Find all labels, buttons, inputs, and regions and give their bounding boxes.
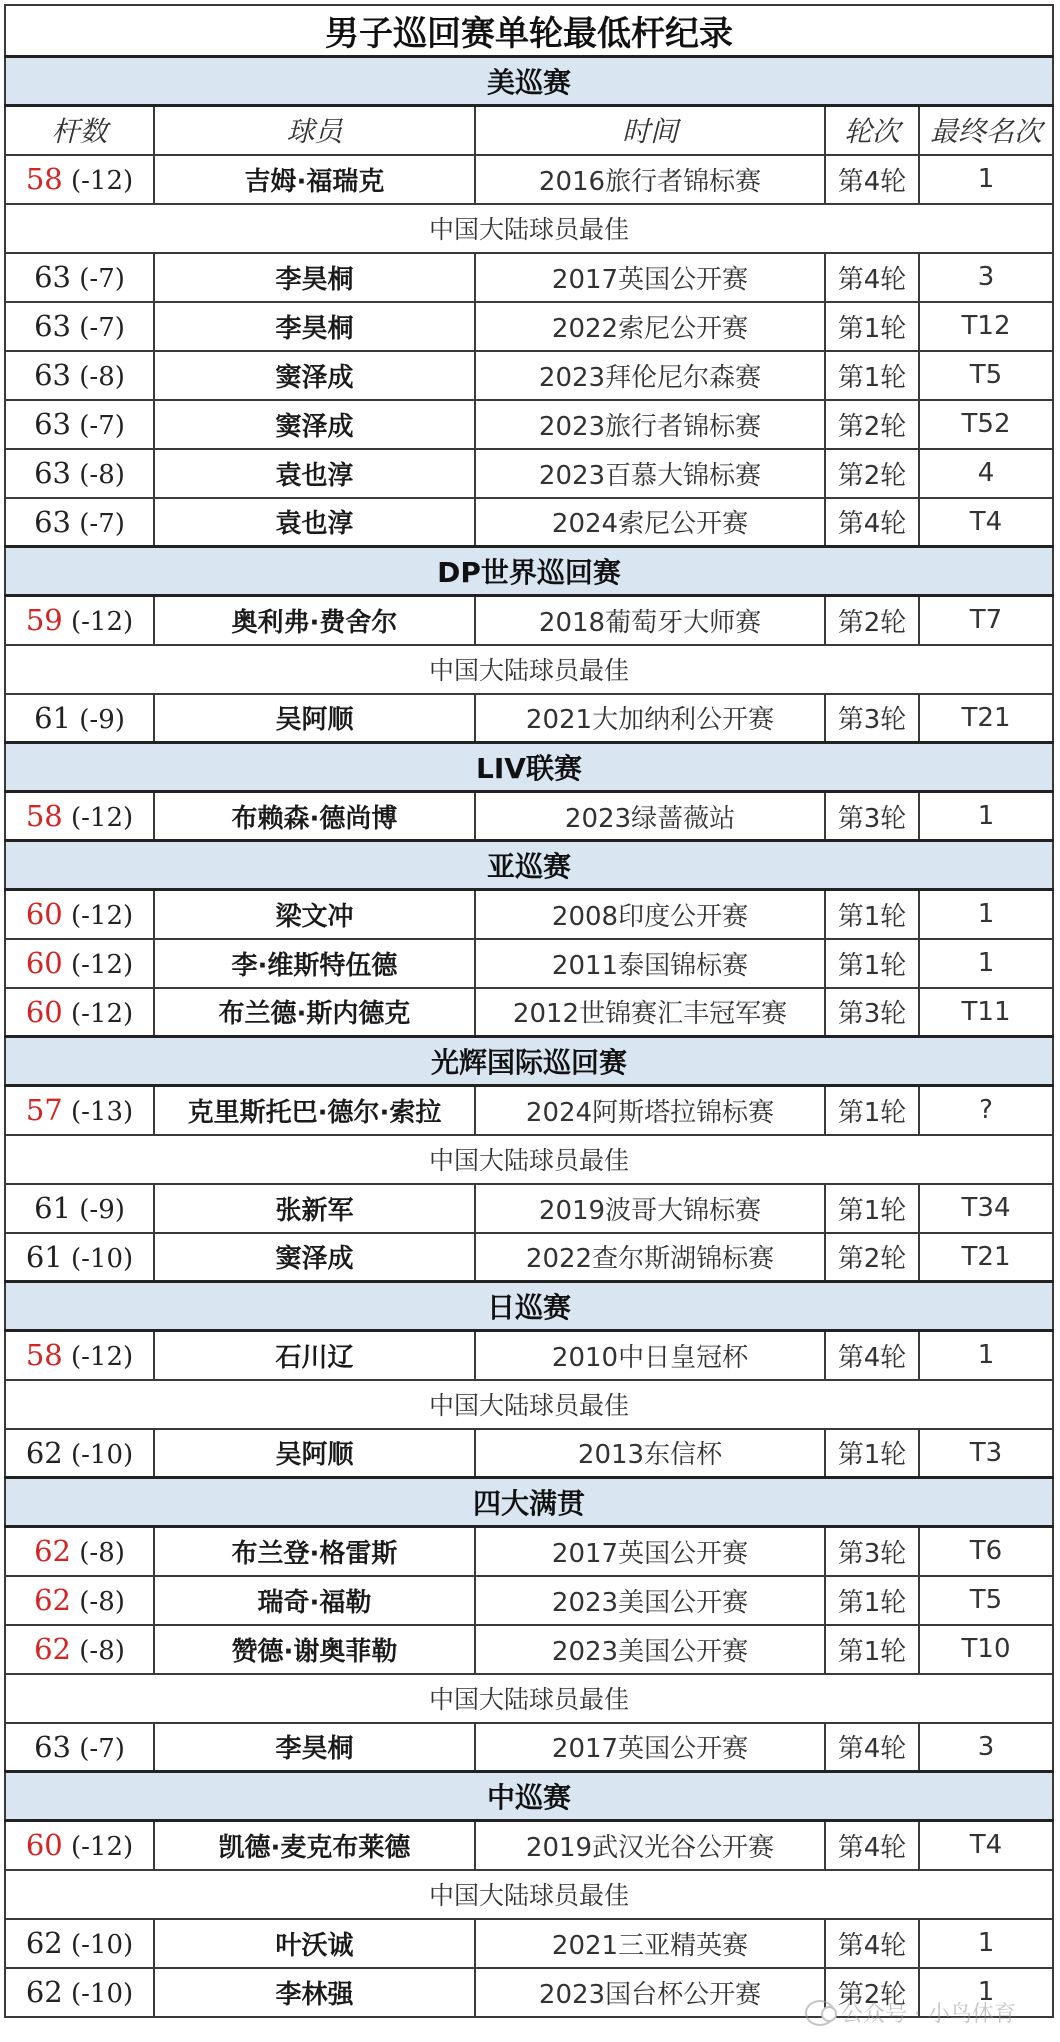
strokes-value: 62 <box>34 1534 71 1569</box>
event-name: 2012世锦赛汇丰冠军赛 <box>475 988 825 1037</box>
to-par-value: (-9) <box>79 704 125 735</box>
strokes-value: 59 <box>25 603 63 638</box>
to-par-value: (-7) <box>79 264 125 294</box>
finish-value: T12 <box>919 302 1053 351</box>
to-par-value: (-10) <box>71 1243 134 1274</box>
score-cell <box>5 988 154 1037</box>
round-value: 第1轮 <box>825 1086 919 1135</box>
event-name: 2024阿斯塔拉锦标赛 <box>475 1086 825 1135</box>
round-value: 第2轮 <box>825 400 919 449</box>
to-par-value: (-12) <box>71 803 134 833</box>
score-cell <box>5 1723 154 1772</box>
round-value: 第2轮 <box>825 1968 919 2017</box>
player-name: 布赖森·德尚博 <box>154 792 475 841</box>
round-value: 第3轮 <box>825 792 919 841</box>
table-row <box>5 1919 1053 1968</box>
table-row <box>5 1821 1053 1870</box>
event-name: 2019武汉光谷公开赛 <box>475 1821 825 1870</box>
section-title: 日巡赛 <box>5 1282 1053 1331</box>
to-par-value: (-9) <box>79 1195 125 1225</box>
event-name: 2011泰国锦标赛 <box>475 939 825 988</box>
score-cell <box>5 400 154 449</box>
section-header <box>5 743 1053 792</box>
strokes-value: 60 <box>25 994 63 1029</box>
col-header-event: 时间 <box>475 106 825 155</box>
to-par-value: (-8) <box>79 460 125 490</box>
table-row <box>5 1233 1053 1282</box>
watermark <box>805 1997 1016 2028</box>
strokes-value: 60 <box>25 897 63 932</box>
section-title: 四大满贯 <box>5 1478 1053 1527</box>
to-par-value: (-12) <box>71 166 134 196</box>
player-name: 奥利弗·费舍尔 <box>154 596 475 645</box>
player-name: 吴阿顺 <box>154 1429 475 1478</box>
event-name: 2017英国公开赛 <box>475 1723 825 1772</box>
section-title: LIV联赛 <box>5 743 1053 792</box>
strokes-value: 62 <box>25 1435 63 1470</box>
section-header <box>5 1772 1053 1821</box>
to-par-value: (-8) <box>79 1587 125 1617</box>
round-value: 第2轮 <box>825 596 919 645</box>
finish-value: 1 <box>919 890 1053 939</box>
col-header-finish: 最终名次 <box>919 106 1053 155</box>
table-row <box>5 498 1053 547</box>
table-row <box>5 400 1053 449</box>
table-row <box>5 1184 1053 1233</box>
round-value: 第1轮 <box>825 1184 919 1233</box>
player-name: 李昊桐 <box>154 253 475 302</box>
round-value: 第4轮 <box>825 155 919 204</box>
score-cell <box>5 890 154 939</box>
finish-value: 1 <box>919 1919 1053 1968</box>
to-par-value: (-10) <box>71 1930 134 1960</box>
records-table <box>4 4 1054 2018</box>
event-name: 2023旅行者锦标赛 <box>475 400 825 449</box>
strokes-value: 58 <box>25 1338 63 1373</box>
player-name: 吉姆·福瑞克 <box>154 155 475 204</box>
finish-value: ? <box>919 1086 1053 1135</box>
section-title: DP世界巡回赛 <box>5 547 1053 596</box>
event-name: 2008印度公开赛 <box>475 890 825 939</box>
to-par-value: (-8) <box>79 1538 125 1569</box>
to-par-value: (-10) <box>71 1979 134 2009</box>
strokes-value: 61 <box>25 1239 63 1274</box>
section-header <box>5 841 1053 890</box>
round-value: 第4轮 <box>825 1919 919 1968</box>
score-cell <box>5 596 154 645</box>
strokes-value: 61 <box>34 1191 71 1225</box>
to-par-value: (-7) <box>79 508 125 539</box>
player-name: 窦泽成 <box>154 400 475 449</box>
event-name: 2024索尼公开赛 <box>475 498 825 547</box>
table-row <box>5 694 1053 743</box>
table-row <box>5 890 1053 939</box>
score-cell <box>5 498 154 547</box>
score-cell <box>5 694 154 743</box>
section-title: 亚巡赛 <box>5 841 1053 890</box>
strokes-value: 58 <box>25 799 63 833</box>
score-cell <box>5 939 154 988</box>
event-name: 2022查尔斯湖锦标赛 <box>475 1233 825 1282</box>
section-header <box>5 1282 1053 1331</box>
score-cell <box>5 1331 154 1380</box>
event-name: 2017英国公开赛 <box>475 253 825 302</box>
table-row <box>5 939 1053 988</box>
strokes-value: 62 <box>25 1975 63 2009</box>
score-cell <box>5 155 154 204</box>
score-cell <box>5 253 154 302</box>
finish-value: T4 <box>919 1821 1053 1870</box>
note-text: 中国大陆球员最佳 <box>5 645 1053 694</box>
strokes-value: 58 <box>25 162 63 196</box>
finish-value: T5 <box>919 351 1053 400</box>
strokes-value: 62 <box>25 1926 63 1960</box>
player-name: 布兰登·格雷斯 <box>154 1527 475 1576</box>
note-row <box>5 1674 1053 1723</box>
column-header-row <box>5 106 1053 155</box>
player-name: 窦泽成 <box>154 351 475 400</box>
strokes-value: 63 <box>34 358 71 392</box>
section-title: 美巡赛 <box>5 57 1053 106</box>
score-cell <box>5 1184 154 1233</box>
finish-value: 1 <box>919 792 1053 841</box>
finish-value: 3 <box>919 1723 1053 1772</box>
finish-value: T34 <box>919 1184 1053 1233</box>
finish-value: T7 <box>919 596 1053 645</box>
score-cell <box>5 302 154 351</box>
to-par-value: (-10) <box>71 1439 134 1470</box>
round-value: 第3轮 <box>825 1527 919 1576</box>
score-cell <box>5 1429 154 1478</box>
score-cell <box>5 449 154 498</box>
score-cell <box>5 1919 154 1968</box>
strokes-value: 62 <box>34 1632 71 1666</box>
strokes-value: 63 <box>34 504 71 539</box>
finish-value: 4 <box>919 449 1053 498</box>
table-row <box>5 1723 1053 1772</box>
round-value: 第4轮 <box>825 1331 919 1380</box>
to-par-value: (-7) <box>79 411 125 441</box>
table-row <box>5 1527 1053 1576</box>
note-text: 中国大陆球员最佳 <box>5 1870 1053 1919</box>
player-name: 李昊桐 <box>154 1723 475 1772</box>
col-header-round: 轮次 <box>825 106 919 155</box>
event-name: 2023拜伦尼尔森赛 <box>475 351 825 400</box>
finish-value: T5 <box>919 1576 1053 1625</box>
table-row <box>5 596 1053 645</box>
event-name: 2013东信杯 <box>475 1429 825 1478</box>
score-cell <box>5 1576 154 1625</box>
section-title: 中巡赛 <box>5 1772 1053 1821</box>
event-name: 2010中日皇冠杯 <box>475 1331 825 1380</box>
finish-value: 1 <box>919 1331 1053 1380</box>
col-header-player: 球员 <box>154 106 475 155</box>
table-row <box>5 253 1053 302</box>
finish-value: T21 <box>919 1233 1053 1282</box>
section-title: 光辉国际巡回赛 <box>5 1037 1053 1086</box>
round-value: 第1轮 <box>825 939 919 988</box>
note-text: 中国大陆球员最佳 <box>5 1380 1053 1429</box>
table-row <box>5 1576 1053 1625</box>
to-par-value: (-12) <box>71 1832 134 1863</box>
finish-value: T21 <box>919 694 1053 743</box>
player-name: 李昊桐 <box>154 302 475 351</box>
note-row <box>5 645 1053 694</box>
finish-value: 3 <box>919 253 1053 302</box>
table-row <box>5 302 1053 351</box>
strokes-value: 63 <box>34 309 71 343</box>
note-text: 中国大陆球员最佳 <box>5 1674 1053 1723</box>
section-header <box>5 1037 1053 1086</box>
strokes-value: 60 <box>25 1828 63 1863</box>
table-row <box>5 792 1053 841</box>
finish-value: T3 <box>919 1429 1053 1478</box>
strokes-value: 63 <box>34 407 71 441</box>
player-name: 窦泽成 <box>154 1233 475 1282</box>
strokes-value: 63 <box>34 1729 71 1764</box>
event-name: 2021大加纳利公开赛 <box>475 694 825 743</box>
note-row <box>5 1135 1053 1184</box>
round-value: 第1轮 <box>825 1429 919 1478</box>
finish-value: T11 <box>919 988 1053 1037</box>
score-cell <box>5 1086 154 1135</box>
round-value: 第4轮 <box>825 498 919 547</box>
to-par-value: (-12) <box>71 1342 134 1373</box>
event-name: 2017英国公开赛 <box>475 1527 825 1576</box>
round-value: 第1轮 <box>825 302 919 351</box>
strokes-value: 60 <box>25 946 63 980</box>
player-name: 克里斯托巴·德尔·索拉 <box>154 1086 475 1135</box>
event-name: 2018葡萄牙大师赛 <box>475 596 825 645</box>
round-value: 第3轮 <box>825 988 919 1037</box>
player-name: 石川辽 <box>154 1331 475 1380</box>
note-row <box>5 1380 1053 1429</box>
table-row <box>5 449 1053 498</box>
to-par-value: (-7) <box>79 313 125 343</box>
finish-value: T4 <box>919 498 1053 547</box>
to-par-value: (-8) <box>79 362 125 392</box>
event-name: 2023国台杯公开赛 <box>475 1968 825 2017</box>
score-cell <box>5 351 154 400</box>
to-par-value: (-12) <box>71 998 134 1029</box>
note-row <box>5 204 1053 253</box>
player-name: 赞德·谢奥菲勒 <box>154 1625 475 1674</box>
event-name: 2019波哥大锦标赛 <box>475 1184 825 1233</box>
note-row <box>5 1870 1053 1919</box>
score-cell <box>5 1968 154 2017</box>
score-cell <box>5 1625 154 1674</box>
round-value: 第2轮 <box>825 1233 919 1282</box>
strokes-value: 61 <box>34 700 71 735</box>
round-value: 第1轮 <box>825 1625 919 1674</box>
strokes-value: 62 <box>34 1583 71 1617</box>
event-name: 2023绿蔷薇站 <box>475 792 825 841</box>
strokes-value: 57 <box>25 1093 63 1128</box>
section-header <box>5 547 1053 596</box>
to-par-value: (-13) <box>71 1097 134 1128</box>
round-value: 第3轮 <box>825 694 919 743</box>
strokes-value: 63 <box>34 456 71 490</box>
player-name: 梁文冲 <box>154 890 475 939</box>
event-name: 2021三亚精英赛 <box>475 1919 825 1968</box>
player-name: 布兰德·斯内德克 <box>154 988 475 1037</box>
score-cell <box>5 1821 154 1870</box>
player-name: 凯德·麦克布莱德 <box>154 1821 475 1870</box>
round-value: 第4轮 <box>825 253 919 302</box>
finish-value: T10 <box>919 1625 1053 1674</box>
round-value: 第1轮 <box>825 351 919 400</box>
finish-value: 1 <box>919 155 1053 204</box>
section-header <box>5 1478 1053 1527</box>
note-text: 中国大陆球员最佳 <box>5 204 1053 253</box>
event-name: 2023美国公开赛 <box>475 1576 825 1625</box>
table-row <box>5 1086 1053 1135</box>
table-row <box>5 1429 1053 1478</box>
table-row <box>5 155 1053 204</box>
finish-value: 1 <box>919 1968 1053 2017</box>
player-name: 吴阿顺 <box>154 694 475 743</box>
player-name: 袁也淳 <box>154 449 475 498</box>
title-row <box>5 5 1053 57</box>
round-value: 第1轮 <box>825 890 919 939</box>
finish-value: T52 <box>919 400 1053 449</box>
event-name: 2016旅行者锦标赛 <box>475 155 825 204</box>
table-row <box>5 988 1053 1037</box>
to-par-value: (-7) <box>79 1733 125 1764</box>
table-row <box>5 351 1053 400</box>
to-par-value: (-12) <box>71 950 134 980</box>
player-name: 瑞奇·福勒 <box>154 1576 475 1625</box>
score-cell <box>5 1527 154 1576</box>
player-name: 李·维斯特伍德 <box>154 939 475 988</box>
event-name: 2023百慕大锦标赛 <box>475 449 825 498</box>
table-row <box>5 1331 1053 1380</box>
round-value: 第4轮 <box>825 1821 919 1870</box>
round-value: 第2轮 <box>825 449 919 498</box>
table-row <box>5 1625 1053 1674</box>
player-name: 叶沃诚 <box>154 1919 475 1968</box>
wechat-icon <box>805 2000 835 2026</box>
table-title: 男子巡回赛单轮最低杆纪录 <box>5 5 1053 57</box>
player-name: 张新军 <box>154 1184 475 1233</box>
score-cell <box>5 792 154 841</box>
round-value: 第1轮 <box>825 1576 919 1625</box>
strokes-value: 63 <box>34 260 71 294</box>
section-header <box>5 57 1053 106</box>
finish-value: 1 <box>919 939 1053 988</box>
watermark-text: 公众号 · 小鸟体育 <box>841 2002 1016 2027</box>
to-par-value: (-12) <box>71 607 134 638</box>
round-value: 第4轮 <box>825 1723 919 1772</box>
col-header-score: 杆数 <box>5 106 154 155</box>
records-table-body <box>5 5 1053 2017</box>
note-text: 中国大陆球员最佳 <box>5 1135 1053 1184</box>
to-par-value: (-8) <box>79 1636 125 1666</box>
event-name: 2022索尼公开赛 <box>475 302 825 351</box>
to-par-value: (-12) <box>71 901 134 932</box>
event-name: 2023美国公开赛 <box>475 1625 825 1674</box>
finish-value: T6 <box>919 1527 1053 1576</box>
player-name: 李林强 <box>154 1968 475 2017</box>
score-cell <box>5 1233 154 1282</box>
player-name: 袁也淳 <box>154 498 475 547</box>
